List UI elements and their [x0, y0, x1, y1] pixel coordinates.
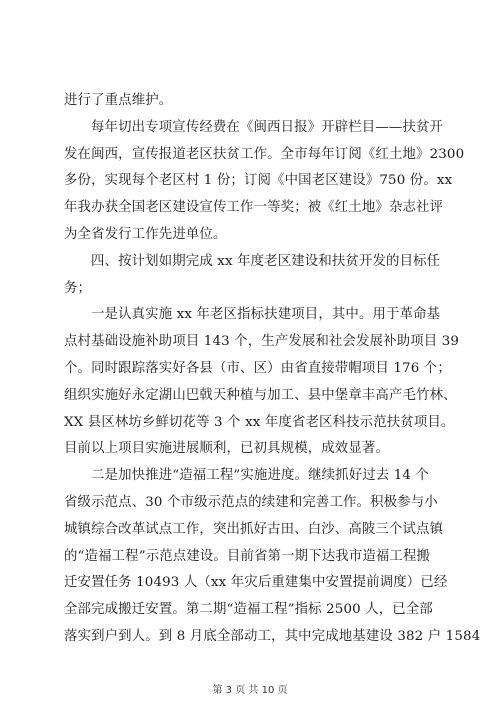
- document-body: [64, 88, 481, 651]
- text-line: 落实到户到人。到 8 月底全部动工，其中完成地基建设 382 户 1584: [64, 628, 481, 644]
- paragraph-first-line: 每年切出专项宣传经费在《闽西日报》开辟栏目——扶贫开: [91, 119, 444, 135]
- text-line: 全部完成搬迁安置。第二期“造福工程”指标 2500 人，已全部: [64, 602, 433, 618]
- text-line: 务；: [64, 280, 92, 296]
- text-line: 目前以上项目实施进展顺利，已初具规模，成效显著。: [64, 441, 389, 457]
- page-footer: 第 3 页 共 10 页: [212, 685, 288, 696]
- text-line: 迁安置任务 10493 人（xx 年灾后重建集中安置提前调度）已经: [64, 575, 448, 591]
- text-line: 发在闽西，宣传报道老区扶贫工作。全市每年订阅《红土地》2300: [64, 146, 465, 162]
- text-line: XX 县区林坊乡鲜切花等 3 个 xx 年度省老区科技示范扶贫项目。: [64, 414, 455, 430]
- paragraph-first-line: 二是加快推进“造福工程”实施进度。继续抓好过去 14 个: [91, 468, 430, 484]
- text-line: 年我办获全国老区建设宣传工作一等奖；被《红土地》杂志社评: [64, 200, 444, 216]
- text-line: 为全省发行工作先进单位。: [64, 226, 227, 242]
- text-line: 个。同时跟踪落实好各县（市、区）由省直接带帽项目 176 个；: [64, 360, 451, 376]
- text-line: 进行了重点维护。: [64, 93, 173, 108]
- text-line: 多份，实现每个老区村 1 份；订阅《中国老区建设》750 份。xx: [64, 173, 453, 189]
- text-line: 城镇综合改革试点工作，突出抓好古田、白沙、高陂三个试点镇: [64, 521, 444, 537]
- section-heading: 四、按计划如期完成 xx 年度老区建设和扶贫开发的目标任: [91, 253, 441, 269]
- text-line: 组织实施好永定湖山巴戟天种植与加工、县中堡章丰高产毛竹林、: [64, 387, 457, 403]
- text-line: 点村基础设施补助项目 143 个，生产发展和社会发展补助项目 39: [64, 334, 460, 350]
- text-line: 省级示范点、30 个市级示范点的续建和完善工作。积极参与小: [64, 494, 438, 510]
- paragraph-first-line: 一是认真实施 xx 年老区指标扶建项目，其中。用于革命基: [91, 307, 441, 323]
- text-line: 的“造福工程”示范点建设。目前省第一期下达我市造福工程搬: [64, 548, 431, 564]
